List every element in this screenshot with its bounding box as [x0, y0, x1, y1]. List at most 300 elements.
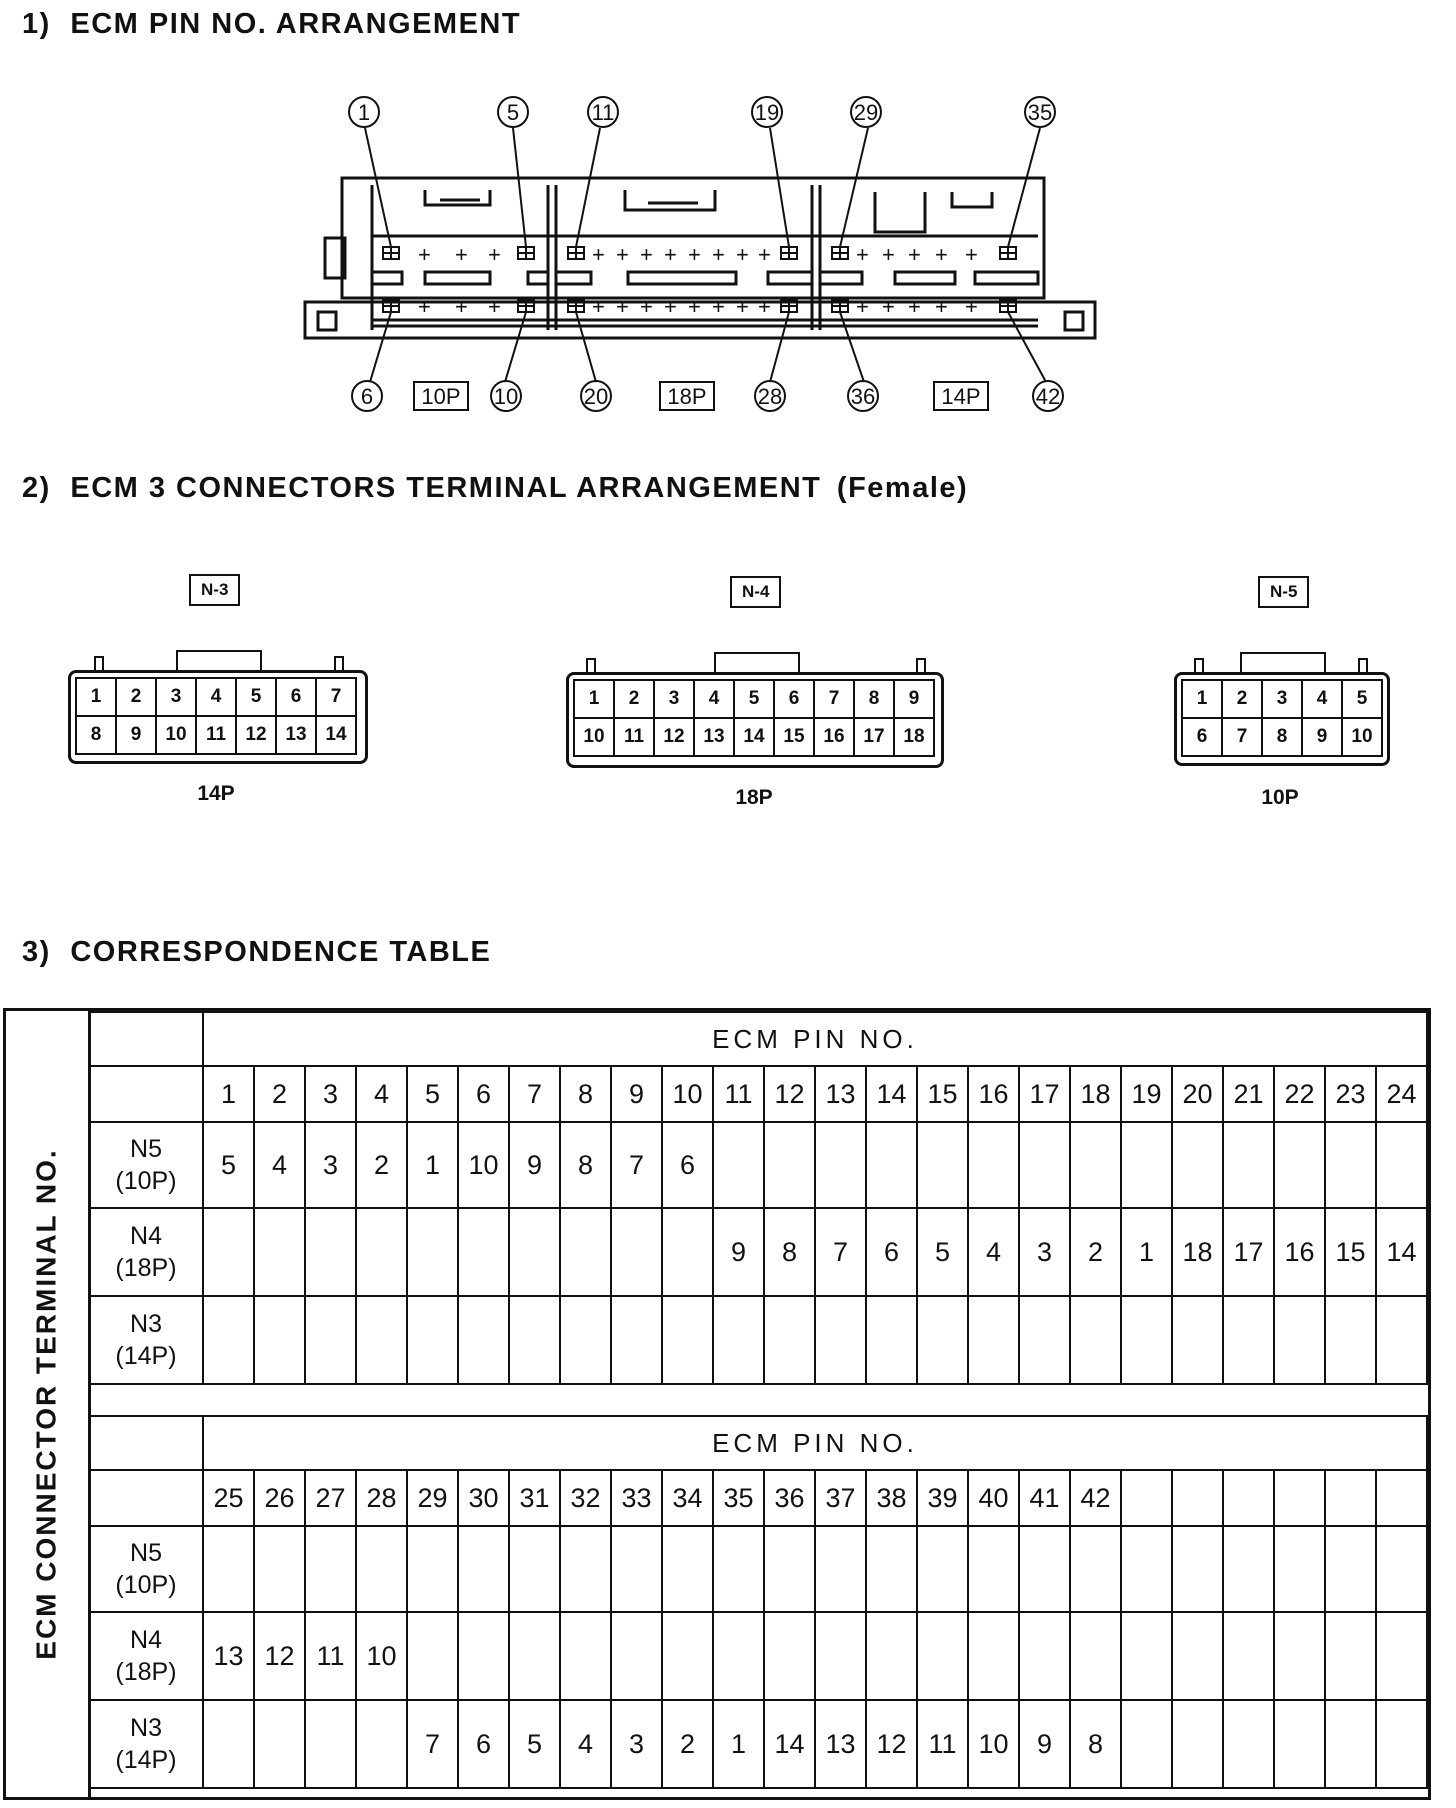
terminal-value: 9: [1019, 1700, 1070, 1788]
callout-bottom-20: 20: [583, 384, 609, 409]
section-1-heading: [22, 8, 521, 41]
ecm-pin-number: 4: [356, 1066, 407, 1122]
terminal-value: 4: [560, 1700, 611, 1788]
svg-text:+: +: [965, 242, 978, 267]
svg-text:+: +: [488, 242, 501, 267]
ecm-pin-number: 41: [1019, 1470, 1070, 1526]
terminal-cell: 5: [236, 678, 276, 716]
connector-n3: [68, 570, 368, 810]
ecm-pin-number: [1223, 1470, 1274, 1526]
terminal-value: [917, 1526, 968, 1612]
terminal-value: 15: [1325, 1208, 1376, 1296]
terminal-value: [1172, 1612, 1223, 1700]
terminal-value: 4: [254, 1122, 305, 1208]
terminal-cell: 9: [1302, 718, 1342, 756]
svg-text:+: +: [882, 294, 895, 319]
terminal-value: [1121, 1122, 1172, 1208]
terminal-value: [1019, 1526, 1070, 1612]
block-label-14p: 14P: [941, 384, 981, 409]
terminal-value: [1325, 1526, 1376, 1612]
svg-text:+: +: [592, 242, 605, 267]
terminal-cell: 12: [654, 718, 694, 756]
ecm-pin-number: 19: [1121, 1066, 1172, 1122]
corner-cell: [89, 1012, 203, 1066]
terminal-value: [611, 1612, 662, 1700]
ecm-pin-number: 22: [1274, 1066, 1325, 1122]
terminal-value: 8: [764, 1208, 815, 1296]
ecm-pin-number: 31: [509, 1470, 560, 1526]
terminal-value: [764, 1122, 815, 1208]
terminal-value: [1070, 1612, 1121, 1700]
pin-row-label: [89, 1066, 203, 1122]
terminal-value: 8: [560, 1122, 611, 1208]
svg-text:+: +: [455, 242, 468, 267]
ecm-pin-number: 18: [1070, 1066, 1121, 1122]
terminal-value: 7: [815, 1208, 866, 1296]
terminal-cell: 8: [1262, 718, 1302, 756]
terminal-cell: 9: [894, 680, 934, 718]
terminal-value: [713, 1612, 764, 1700]
terminal-value: [203, 1296, 254, 1384]
ecm-pin-number: 39: [917, 1470, 968, 1526]
svg-text:+: +: [965, 294, 978, 319]
terminal-value: [713, 1296, 764, 1384]
section-2-title: ECM 3 CONNECTORS TERMINAL ARRANGEMENT: [70, 472, 822, 504]
correspondence-block-1: [88, 1011, 1428, 1385]
ecm-pin-number: [1325, 1470, 1376, 1526]
terminal-value: 13: [815, 1700, 866, 1788]
ecm-pin-number: 35: [713, 1470, 764, 1526]
terminal-value: [1172, 1122, 1223, 1208]
terminal-value: 11: [917, 1700, 968, 1788]
terminal-value: 9: [713, 1208, 764, 1296]
terminal-value: [407, 1526, 458, 1612]
callout-top-29: 29: [853, 100, 879, 125]
terminal-value: [458, 1208, 509, 1296]
connector-n5: [1174, 572, 1414, 812]
terminal-value: [560, 1208, 611, 1296]
terminal-value: [1325, 1612, 1376, 1700]
side-label: [6, 1011, 91, 1797]
terminal-value: 2: [1070, 1208, 1121, 1296]
terminal-cell: 14: [316, 716, 356, 754]
pin-row-top-plus: [418, 242, 978, 267]
ecm-pin-number: 6: [458, 1066, 509, 1122]
terminal-value: 7: [407, 1700, 458, 1788]
terminal-cell: 3: [1262, 680, 1302, 718]
terminal-value: [815, 1122, 866, 1208]
svg-text:+: +: [908, 294, 921, 319]
terminal-row-label-n3: [89, 1700, 203, 1788]
ecm-pin-number: 9: [611, 1066, 662, 1122]
side-label-text: ECM CONNECTOR TERMINAL NO.: [31, 1148, 63, 1660]
terminal-value: 6: [662, 1122, 713, 1208]
terminal-value: 1: [713, 1700, 764, 1788]
terminal-value: [458, 1526, 509, 1612]
terminal-cell: 4: [196, 678, 236, 716]
terminal-row-label-n4: [89, 1208, 203, 1296]
ecm-pin-number: 24: [1376, 1066, 1427, 1122]
row-label-name: N3: [130, 1714, 162, 1742]
terminal-value: [1121, 1612, 1172, 1700]
terminal-value: [815, 1296, 866, 1384]
terminal-value: [1274, 1612, 1325, 1700]
terminal-value: 11: [305, 1612, 356, 1700]
row-label-size: (10P): [115, 1571, 177, 1599]
terminal-value: 10: [968, 1700, 1019, 1788]
terminal-value: [356, 1208, 407, 1296]
terminal-value: [1274, 1296, 1325, 1384]
svg-text:+: +: [592, 294, 605, 319]
terminal-value: 1: [1121, 1208, 1172, 1296]
terminal-cell: 2: [1222, 680, 1262, 718]
terminal-value: [917, 1612, 968, 1700]
ecm-pin-number: 40: [968, 1470, 1019, 1526]
block-label-18p: 18P: [667, 384, 707, 409]
terminal-value: [1274, 1700, 1325, 1788]
svg-text:+: +: [664, 294, 677, 319]
terminal-value: 9: [509, 1122, 560, 1208]
terminal-row-label-n5: [89, 1526, 203, 1612]
terminal-value: [968, 1122, 1019, 1208]
svg-text:+: +: [856, 242, 869, 267]
terminal-value: [866, 1122, 917, 1208]
terminal-value: 5: [917, 1208, 968, 1296]
terminal-cell: 10: [574, 718, 614, 756]
callout-bottom-28: 28: [757, 384, 783, 409]
ecm-pin-number: 32: [560, 1470, 611, 1526]
terminal-value: 8: [1070, 1700, 1121, 1788]
terminal-value: [866, 1526, 917, 1612]
connector-n5-size: 10P: [1261, 786, 1299, 809]
terminal-value: [1376, 1526, 1427, 1612]
terminal-value: 3: [305, 1122, 356, 1208]
callout-top-35: 35: [1027, 100, 1053, 125]
terminal-value: [764, 1612, 815, 1700]
terminal-value: 5: [203, 1122, 254, 1208]
terminal-value: [662, 1526, 713, 1612]
terminal-value: [407, 1296, 458, 1384]
svg-text:+: +: [688, 294, 701, 319]
terminal-value: [1274, 1122, 1325, 1208]
terminal-value: [1172, 1526, 1223, 1612]
terminal-value: [1172, 1296, 1223, 1384]
svg-text:+: +: [908, 242, 921, 267]
terminal-cell: 3: [156, 678, 196, 716]
correspondence-block-2: [88, 1415, 1428, 1789]
terminal-value: [1121, 1296, 1172, 1384]
terminal-cell: 5: [1342, 680, 1382, 718]
ecm-pin-number: 16: [968, 1066, 1019, 1122]
ecm-pin-number: 29: [407, 1470, 458, 1526]
terminal-value: 6: [866, 1208, 917, 1296]
terminal-value: [1376, 1700, 1427, 1788]
terminal-cell: 4: [1302, 680, 1342, 718]
terminal-value: 14: [764, 1700, 815, 1788]
connector-n4-label: N-4: [730, 576, 781, 608]
terminal-value: [611, 1526, 662, 1612]
terminal-value: 10: [356, 1612, 407, 1700]
terminal-value: 16: [1274, 1208, 1325, 1296]
svg-text:+: +: [418, 242, 431, 267]
terminal-cell: 17: [854, 718, 894, 756]
terminal-value: [356, 1700, 407, 1788]
terminal-cell: 7: [1222, 718, 1262, 756]
terminal-cell: 13: [276, 716, 316, 754]
terminal-value: [509, 1296, 560, 1384]
svg-text:+: +: [935, 242, 948, 267]
ecm-pin-number: 8: [560, 1066, 611, 1122]
callout-bottom-6: 6: [360, 384, 374, 409]
terminal-value: [1019, 1122, 1070, 1208]
terminal-value: [1070, 1296, 1121, 1384]
section-2-title-suffix: (Female): [836, 472, 969, 504]
terminal-cell: 13: [694, 718, 734, 756]
terminal-value: 14: [1376, 1208, 1427, 1296]
terminal-value: [815, 1526, 866, 1612]
terminal-value: [1376, 1296, 1427, 1384]
ecm-pin-number: 21: [1223, 1066, 1274, 1122]
terminal-value: [356, 1296, 407, 1384]
terminal-value: [203, 1208, 254, 1296]
terminal-value: [203, 1700, 254, 1788]
section-3-number: 3): [22, 936, 51, 968]
svg-text:+: +: [736, 294, 749, 319]
ecm-pin-number: [1274, 1470, 1325, 1526]
connector-n4-size: 18P: [735, 786, 773, 809]
terminal-value: 13: [203, 1612, 254, 1700]
terminal-value: [1070, 1122, 1121, 1208]
terminal-value: [1325, 1296, 1376, 1384]
ecm-pin-header: ECM PIN NO.: [203, 1416, 1427, 1470]
terminal-value: [560, 1612, 611, 1700]
terminal-value: [407, 1208, 458, 1296]
terminal-value: [1376, 1122, 1427, 1208]
ecm-pin-number: [1376, 1470, 1427, 1526]
terminal-value: [968, 1526, 1019, 1612]
terminal-value: [1121, 1526, 1172, 1612]
terminal-value: [1121, 1700, 1172, 1788]
terminal-value: 6: [458, 1700, 509, 1788]
terminal-value: [203, 1526, 254, 1612]
terminal-value: [458, 1612, 509, 1700]
terminal-value: [1223, 1526, 1274, 1612]
terminal-value: 4: [968, 1208, 1019, 1296]
terminal-cell: 15: [774, 718, 814, 756]
svg-text:+: +: [455, 294, 468, 319]
terminal-value: [764, 1296, 815, 1384]
terminal-value: [305, 1208, 356, 1296]
connector-n5-label: N-5: [1258, 576, 1309, 608]
svg-text:+: +: [616, 242, 629, 267]
terminal-row-label-n3: [89, 1296, 203, 1384]
connector-n4-grid: [573, 679, 935, 757]
callout-bottom-36: 36: [850, 384, 876, 409]
terminal-cell: 5: [734, 680, 774, 718]
terminal-cell: 9: [116, 716, 156, 754]
terminal-value: [1172, 1700, 1223, 1788]
ecm-pin-number: [1172, 1470, 1223, 1526]
terminal-cell: 11: [614, 718, 654, 756]
ecm-pin-arrangement-diagram: [0, 80, 1456, 440]
terminal-value: [611, 1296, 662, 1384]
ecm-pin-number: 26: [254, 1470, 305, 1526]
terminal-value: [968, 1296, 1019, 1384]
terminal-value: 5: [509, 1700, 560, 1788]
ecm-pin-number: 42: [1070, 1470, 1121, 1526]
ecm-pin-number: 12: [764, 1066, 815, 1122]
terminal-value: [254, 1208, 305, 1296]
row-label-name: N3: [130, 1310, 162, 1338]
correspondence-table: [3, 1008, 1431, 1800]
terminal-cell: 10: [1342, 718, 1382, 756]
terminal-value: [1223, 1122, 1274, 1208]
ecm-pin-number: 20: [1172, 1066, 1223, 1122]
terminal-value: [1376, 1612, 1427, 1700]
svg-text:+: +: [758, 294, 771, 319]
ecm-pin-header: ECM PIN NO.: [203, 1012, 1427, 1066]
callout-bottom-10: 10: [493, 384, 519, 409]
terminal-value: [917, 1296, 968, 1384]
terminal-value: [1274, 1526, 1325, 1612]
svg-text:+: +: [488, 294, 501, 319]
terminal-value: [1223, 1296, 1274, 1384]
ecm-pin-number: 17: [1019, 1066, 1070, 1122]
ecm-pin-number: 28: [356, 1470, 407, 1526]
row-label-size: (14P): [115, 1342, 177, 1370]
connector-n5-grid: [1181, 679, 1383, 757]
terminal-value: [662, 1612, 713, 1700]
callout-bottom-42: 42: [1035, 384, 1061, 409]
svg-text:+: +: [616, 294, 629, 319]
corner-cell: [89, 1416, 203, 1470]
row-label-name: N4: [130, 1222, 162, 1250]
terminal-row-label-n4: [89, 1612, 203, 1700]
terminal-value: [611, 1208, 662, 1296]
terminal-row-label-n5: [89, 1122, 203, 1208]
pin-row-label: [89, 1470, 203, 1526]
terminal-value: 3: [1019, 1208, 1070, 1296]
terminal-value: [1019, 1612, 1070, 1700]
terminal-value: [713, 1122, 764, 1208]
terminal-cell: 8: [854, 680, 894, 718]
row-label-name: N4: [130, 1626, 162, 1654]
callout-top-5: 5: [506, 100, 520, 125]
ecm-pin-number: 25: [203, 1470, 254, 1526]
ecm-pin-number: 7: [509, 1066, 560, 1122]
terminal-cell: 6: [1182, 718, 1222, 756]
terminal-value: [254, 1296, 305, 1384]
terminal-value: 3: [611, 1700, 662, 1788]
terminal-value: 2: [356, 1122, 407, 1208]
terminal-cell: 12: [236, 716, 276, 754]
ecm-pin-number: 14: [866, 1066, 917, 1122]
svg-text:+: +: [712, 294, 725, 319]
terminal-value: [356, 1526, 407, 1612]
callout-top-19: 19: [754, 100, 780, 125]
terminal-cell: 1: [1182, 680, 1222, 718]
terminal-value: [305, 1296, 356, 1384]
terminal-cell: 1: [574, 680, 614, 718]
terminal-value: [509, 1612, 560, 1700]
section-3-title: CORRESPONDENCE TABLE: [70, 936, 492, 968]
ecm-pin-number: 36: [764, 1470, 815, 1526]
terminal-value: 1: [407, 1122, 458, 1208]
terminal-value: [305, 1526, 356, 1612]
terminal-cell: 3: [654, 680, 694, 718]
row-label-name: N5: [130, 1539, 162, 1567]
terminal-cell: 11: [196, 716, 236, 754]
svg-text:+: +: [935, 294, 948, 319]
terminal-value: [1070, 1526, 1121, 1612]
connector-n3-grid: [75, 677, 357, 755]
ecm-pin-number: 37: [815, 1470, 866, 1526]
svg-text:+: +: [712, 242, 725, 267]
svg-text:+: +: [640, 242, 653, 267]
ecm-pin-number: 30: [458, 1470, 509, 1526]
terminal-cell: 7: [316, 678, 356, 716]
ecm-pin-number: 2: [254, 1066, 305, 1122]
section-1-title: ECM PIN NO. ARRANGEMENT: [70, 8, 522, 40]
ecm-pin-number: 10: [662, 1066, 713, 1122]
ecm-pin-number: 1: [203, 1066, 254, 1122]
ecm-pin-number: 11: [713, 1066, 764, 1122]
svg-text:+: +: [640, 294, 653, 319]
terminal-value: [305, 1700, 356, 1788]
terminal-cell: 1: [76, 678, 116, 716]
row-label-size: (18P): [115, 1254, 177, 1282]
ecm-pin-number: 34: [662, 1470, 713, 1526]
terminal-value: 12: [254, 1612, 305, 1700]
callout-top-1: 1: [357, 100, 371, 125]
terminal-value: 18: [1172, 1208, 1223, 1296]
section-1-number: 1): [22, 8, 51, 40]
terminal-value: [560, 1296, 611, 1384]
row-label-name: N5: [130, 1135, 162, 1163]
terminal-value: [458, 1296, 509, 1384]
terminal-cell: 14: [734, 718, 774, 756]
terminal-cell: 2: [116, 678, 156, 716]
terminal-cell: 16: [814, 718, 854, 756]
svg-text:+: +: [758, 242, 771, 267]
svg-text:+: +: [856, 294, 869, 319]
connector-n3-label: N-3: [189, 574, 240, 606]
terminal-value: [254, 1700, 305, 1788]
ecm-pin-number: 3: [305, 1066, 356, 1122]
terminal-value: [560, 1526, 611, 1612]
svg-text:+: +: [664, 242, 677, 267]
ecm-pin-number: 13: [815, 1066, 866, 1122]
terminal-value: [917, 1122, 968, 1208]
terminal-value: [254, 1526, 305, 1612]
callout-top-11: 11: [591, 100, 615, 125]
svg-text:+: +: [418, 294, 431, 319]
block-label-10p: 10P: [421, 384, 461, 409]
svg-text:+: +: [688, 242, 701, 267]
ecm-pin-number: 5: [407, 1066, 458, 1122]
section-3-heading: [22, 936, 491, 969]
terminal-value: [662, 1208, 713, 1296]
terminal-value: [713, 1526, 764, 1612]
terminal-value: [866, 1296, 917, 1384]
terminal-value: 2: [662, 1700, 713, 1788]
terminal-value: [866, 1612, 917, 1700]
section-2-number: 2): [22, 472, 51, 504]
terminal-cell: 6: [774, 680, 814, 718]
terminal-value: [407, 1612, 458, 1700]
terminal-cell: 7: [814, 680, 854, 718]
terminal-value: [1325, 1122, 1376, 1208]
